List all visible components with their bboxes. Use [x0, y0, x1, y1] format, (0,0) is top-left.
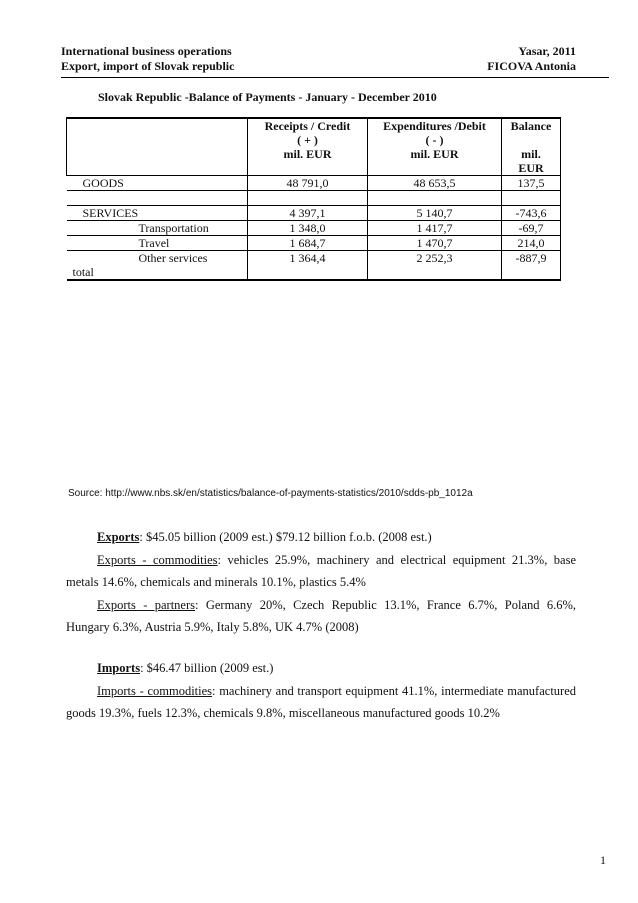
imports-commodities-label: Imports - commodities — [97, 683, 213, 698]
page-number: 1 — [600, 853, 606, 867]
table-row — [67, 206, 561, 221]
spacer-cell — [368, 191, 502, 206]
table-unit-row — [67, 147, 561, 176]
source-citation: Source: http://www.nbs.sk/en/statistics/balance-of-payments-statistics/2010/sdds-pb_1012a — [68, 488, 473, 499]
unit-receipts: mil. EUR — [248, 147, 368, 176]
unit-balance-line2: EUR — [518, 161, 544, 175]
course-title: International business operations — [61, 44, 232, 58]
balance-header: Balance — [502, 118, 561, 147]
exports-label: Exports — [97, 530, 140, 544]
table-spacer-row — [67, 191, 561, 206]
spacer-cell — [67, 191, 248, 206]
exports-partners-label: Exports - partners — [97, 597, 196, 612]
header-left — [61, 44, 234, 74]
table-row — [67, 221, 561, 236]
exports-line — [66, 526, 576, 549]
row-label-services: SERVICES — [67, 206, 248, 221]
transportation-balance: -69,7 — [502, 221, 561, 236]
other-expenditures: 2 252,3 — [368, 251, 502, 266]
services-expenditures: 5 140,7 — [368, 206, 502, 221]
spacer-cell — [248, 191, 368, 206]
imports-section — [66, 657, 576, 725]
imports-value: : $46.47 billion (2009 est.) — [140, 661, 274, 675]
total-receipts — [248, 265, 368, 280]
header-right — [487, 44, 576, 74]
spacer-cell — [502, 191, 561, 206]
receipts-header — [248, 118, 368, 147]
receipts-label: Receipts / Credit — [264, 119, 351, 133]
receipts-sign: ( + ) — [297, 133, 318, 147]
header-blank — [67, 118, 248, 147]
row-label-travel: Travel — [67, 236, 248, 251]
expenditures-sign: ( - ) — [425, 133, 444, 147]
goods-balance: 137,5 — [502, 176, 561, 191]
exports-commodities-line — [66, 549, 576, 594]
row-label-goods: GOODS — [67, 176, 248, 191]
unit-balance — [502, 147, 561, 176]
exports-section — [66, 526, 576, 639]
goods-expenditures: 48 653,5 — [368, 176, 502, 191]
transportation-expenditures: 1 417,7 — [368, 221, 502, 236]
exports-value: : $45.05 billion (2009 est.) $79.12 billion f.o.b. (2008 est.) — [139, 530, 432, 544]
transportation-receipts: 1 348,0 — [248, 221, 368, 236]
row-label-other-services: Other services — [138, 251, 208, 265]
total-expenditures — [368, 265, 502, 280]
imports-commodities-line — [66, 680, 576, 725]
travel-balance: 214,0 — [502, 236, 561, 251]
table-row-total — [67, 265, 561, 280]
table-title: Slovak Republic -Balance of Payments - January - December 2010 — [98, 90, 437, 104]
row-label-total: total — [67, 265, 248, 280]
expenditures-header — [368, 118, 502, 147]
services-receipts: 4 397,1 — [248, 206, 368, 221]
other-balance: -887,9 — [502, 251, 561, 266]
exports-partners-line — [66, 594, 576, 639]
unit-blank — [67, 147, 248, 176]
services-balance: -743,6 — [502, 206, 561, 221]
table-row — [67, 251, 561, 266]
total-balance — [502, 265, 561, 280]
imports-line — [66, 657, 576, 680]
header-divider — [61, 77, 609, 78]
table-row — [67, 176, 561, 191]
goods-receipts: 48 791,0 — [248, 176, 368, 191]
balance-of-payments-table — [66, 117, 561, 281]
row-label-transportation: Transportation — [67, 221, 248, 236]
travel-receipts: 1 684,7 — [248, 236, 368, 251]
exports-partners-text: : Germany 20%, Czech Republic 13.1%, France 6.7%, Poland 6.6%, Hungary 6.3%, Austria 5.9%, Italy 5.8%, UK 4.7% (2008) — [66, 597, 576, 634]
unit-expenditures: mil. EUR — [368, 147, 502, 176]
table-header-row — [67, 118, 561, 147]
author-name: FICOVA Antonia — [487, 59, 576, 73]
other-receipts: 1 364,4 — [248, 251, 368, 266]
document-subtitle: Export, import of Slovak republic — [61, 59, 235, 73]
travel-expenditures: 1 470,7 — [368, 236, 502, 251]
unit-balance-line1: mil. — [521, 147, 541, 161]
expenditures-label: Expenditures /Debit — [383, 119, 486, 133]
imports-commodities-text: : machinery and transport equipment 41.1%, intermediate manufactured goods 19.3%, fuels 12.3%, chemicals 9.8%, miscellaneous manufactured goods 10.2% — [66, 683, 576, 720]
imports-label: Imports — [97, 661, 141, 675]
exports-commodities-text: : vehicles 25.9%, machinery and electrical equipment 21.3%, base metals 14.6%, chemicals and minerals 10.1%, plastics 5.4% — [66, 552, 577, 589]
year-label: Yasar, 2011 — [518, 44, 576, 58]
exports-commodities-label: Exports - commodities — [97, 552, 218, 567]
table-row — [67, 236, 561, 251]
